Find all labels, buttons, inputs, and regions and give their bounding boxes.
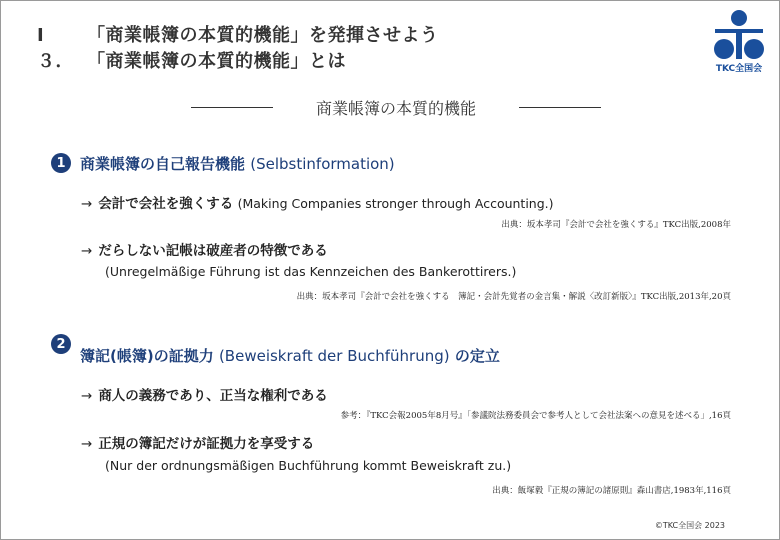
source-citation: 参考：『TKC会報2005年8月号』「参議院法務委員会で参考人として会社法案への意見を述べる」,16頁 xyxy=(340,411,731,421)
item-text-en: (Making Companies stronger through Accounting.) xyxy=(237,196,554,211)
heading-text-1: 「商業帳簿の本質的機能」を発揮させよう xyxy=(87,25,439,46)
arrow-icon: → xyxy=(81,388,93,404)
list-item xyxy=(81,432,314,452)
logo-text: TKC全国会 xyxy=(715,64,763,74)
german-quote: (Nur der ordnungsmäßigen Buchführung kommt Beweiskraft zu.) xyxy=(105,458,512,473)
section-title-ja: 商業帳簿の自己報告機能 xyxy=(80,155,246,173)
section-title-1 xyxy=(80,153,395,174)
source-citation: 出典：坂本孝司『会計で会社を強くする 簿記・会計先覚者の金言集・解説〈改訂新版〉』TKC出版,2013年,20頁 xyxy=(296,292,731,302)
item-text-ja: だらしない記帳は破産者の特徴である xyxy=(98,243,328,259)
section-title-2 xyxy=(80,345,500,366)
section-title-en: (Selbstinformation) xyxy=(250,155,395,173)
section-badge-1: 1 xyxy=(51,153,71,173)
list-item xyxy=(81,384,328,404)
section-title-ja: 簿記(帳簿)の証拠力 xyxy=(80,347,214,365)
subtitle-rule-right xyxy=(519,107,601,108)
heading-number-1: Ⅰ xyxy=(37,25,45,46)
source-citation: 出典：坂本孝司『会計で会社を強くする』TKC出版,2008年 xyxy=(501,220,731,230)
subtitle-rule-left xyxy=(191,107,273,108)
list-item xyxy=(81,239,328,259)
item-text-ja: 商人の義務であり、正当な権利である xyxy=(98,388,328,404)
arrow-icon: → xyxy=(81,243,93,259)
heading-line-1 xyxy=(37,21,439,47)
section-badge-2: 2 xyxy=(51,334,71,354)
subtitle: 商業帳簿の本質的機能 xyxy=(315,98,476,118)
list-item xyxy=(81,192,554,212)
source-citation: 出典：飯塚毅『正規の簿記の諸原則』森山書店,1983年,116頁 xyxy=(492,486,731,496)
arrow-icon: → xyxy=(81,436,93,452)
section-title-suffix: の定立 xyxy=(454,347,500,365)
section-title-en: (Beweiskraft der Buchführung) xyxy=(218,347,450,365)
heading-line-2 xyxy=(37,47,346,73)
subtitle-row xyxy=(191,95,601,119)
item-text-ja: 正規の簿記だけが証拠力を享受する xyxy=(98,436,315,452)
copyright: ©TKC全国会 2023 xyxy=(654,521,725,530)
german-quote: (Unregelmäßige Führung ist das Kennzeichen des Bankerottirers.) xyxy=(105,264,517,279)
heading-text-2: 「商業帳簿の本質的機能」とは xyxy=(87,51,346,72)
item-text-ja: 会計で会社を強くする xyxy=(98,196,234,212)
heading-number-2: ３． xyxy=(37,51,74,72)
arrow-icon: → xyxy=(81,196,93,212)
